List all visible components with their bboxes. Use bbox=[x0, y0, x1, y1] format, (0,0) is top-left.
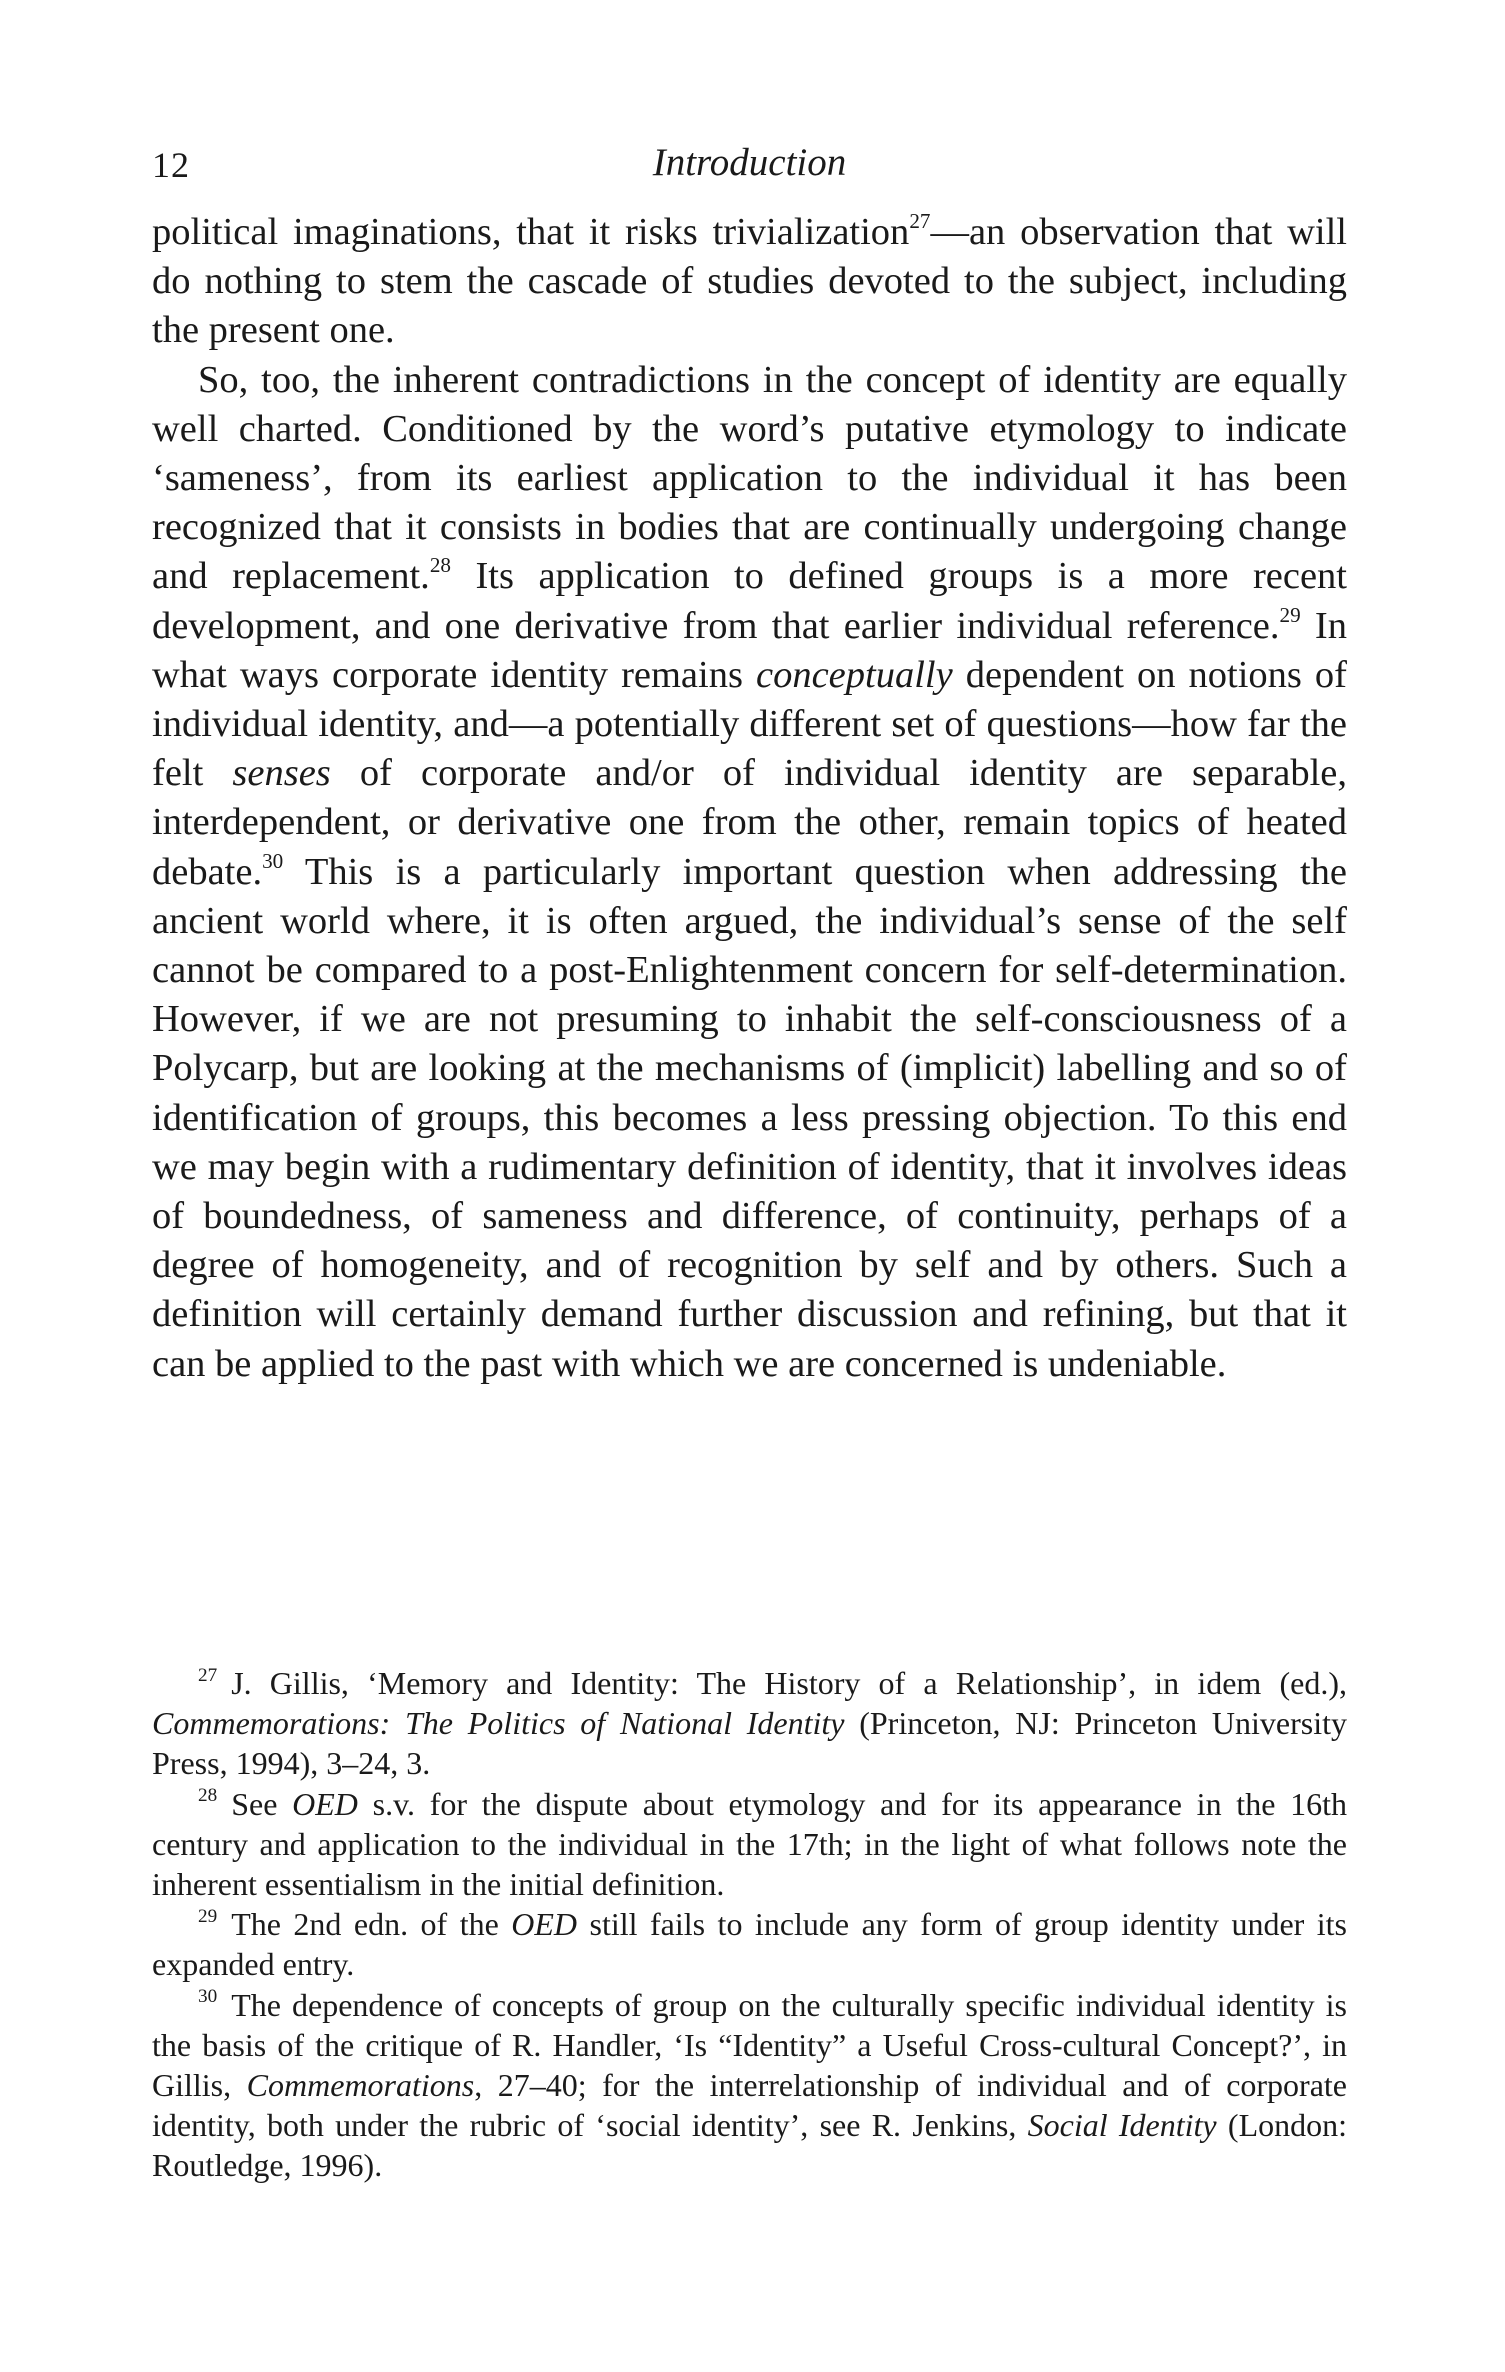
footnote-number: 30 bbox=[198, 1986, 218, 2008]
text-run: See bbox=[231, 1785, 293, 1822]
footnote-number: 28 bbox=[198, 1785, 218, 1807]
text-run: J. Gillis, ‘Memory and Identity: The History of a Relationship’, in idem (ed.), bbox=[231, 1665, 1347, 1701]
text-run: of corporate and/or of individual identity are separable, interdependent, or derivative one from the other, remain topics of heated debate. bbox=[152, 752, 1347, 893]
text-run: So, too, the inherent contradictions in the concept of identity are equally well charted. Conditioned by the word’s putative etymology to indicate ‘sameness’, from its earliest application to the individual it has been recognized that it consists in bodies that are continually undergoing change and replacement. bbox=[152, 358, 1347, 598]
text-run: In what ways corporate identity remains bbox=[152, 604, 1347, 696]
footnote-ref-27[interactable]: 27 bbox=[909, 209, 931, 234]
text-run: still fails to include any form of group identity under its expanded entry. bbox=[152, 1906, 1348, 1983]
running-head bbox=[152, 140, 1347, 190]
paragraph-2 bbox=[152, 356, 1347, 1389]
footnote-ref-28[interactable]: 28 bbox=[429, 553, 451, 578]
footnote-30 bbox=[152, 1985, 1347, 2186]
footnote-28 bbox=[152, 1784, 1347, 1905]
emphasis-oed: OED bbox=[511, 1906, 578, 1943]
text-run: (London: Routledge, 1996). bbox=[152, 2107, 1348, 2184]
text-run: This is a particularly important question when addressing the ancient world where, it is often argued, the individual’s sense of the self cannot be compared to a post-Enlightenment concern for self-determination. However, if we are not presuming to inhabit the self-consciousness of a Polycarp, but are looking at the mechanisms of (implicit) labelling and so of identification of groups, this becomes a less pressing objection. To this end we may begin with a rudimentary definition of identity, that it involves ideas of boundedness, of sameness and difference, of continuity, perhaps of a degree of homogeneity, and of recognition by self and by others. Such a definition will certainly demand further discussion and refining, but that it can be applied to the past with which we are concerned is undeniable. bbox=[152, 850, 1347, 1385]
emphasis-oed: OED bbox=[292, 1785, 358, 1822]
emphasis-title: Social Identity bbox=[1027, 2107, 1217, 2144]
text-run: , 27–40; for the interrelationship of individual and of corporate identity, both under the rubric of ‘social identity’, see R. Jenkins, bbox=[152, 2067, 1348, 2144]
text-run: Its application to defined groups is a more recent development, and one derivative from that earlier individual reference. bbox=[152, 555, 1347, 647]
body-text bbox=[152, 208, 1347, 1389]
footnote-number: 27 bbox=[198, 1664, 218, 1686]
text-run: —an observation that will do nothing to stem the cascade of studies devoted to the subject, including the present one. bbox=[152, 211, 1347, 352]
footnotes bbox=[152, 1663, 1347, 2186]
text-run: The dependence of concepts of group on the culturally specific individual identity is the basis of the critique of R. Handler, ‘Is “Identity” a Useful Cross-cultural Concept?’, in Gillis, bbox=[152, 1986, 1347, 2104]
text-run: s.v. for the dispute about etymology and for its appearance in the 16th century and application to the individual in the 17th; in the light of what follows note the inherent essentialism in the initial definition. bbox=[152, 1785, 1348, 1903]
text-run: (Princeton, NJ: Princeton University Press, 1994), 3–24, 3. bbox=[152, 1705, 1347, 1782]
emphasis-senses: senses bbox=[232, 752, 331, 795]
text-run: political imaginations, that it risks trivialization bbox=[152, 211, 910, 253]
emphasis-conceptually: conceptually bbox=[756, 653, 953, 696]
running-title: Introduction bbox=[652, 141, 847, 184]
footnote-ref-29[interactable]: 29 bbox=[1279, 602, 1301, 627]
text-run: The 2nd edn. of the bbox=[231, 1906, 512, 1943]
footnote-ref-30[interactable]: 30 bbox=[262, 848, 284, 873]
text-run: dependent on notions of individual identity, and—a potentially different set of questions—how far the felt bbox=[152, 653, 1347, 795]
footnote-27 bbox=[152, 1663, 1347, 1784]
page-number: 12 bbox=[152, 145, 190, 185]
emphasis-title: Commemorations: The Politics of National Identity bbox=[152, 1705, 845, 1742]
footnote-number: 29 bbox=[198, 1905, 218, 1927]
footnote-29 bbox=[152, 1904, 1347, 1984]
emphasis-title: Commemorations bbox=[246, 2067, 475, 2104]
paragraph-1 bbox=[152, 208, 1347, 356]
